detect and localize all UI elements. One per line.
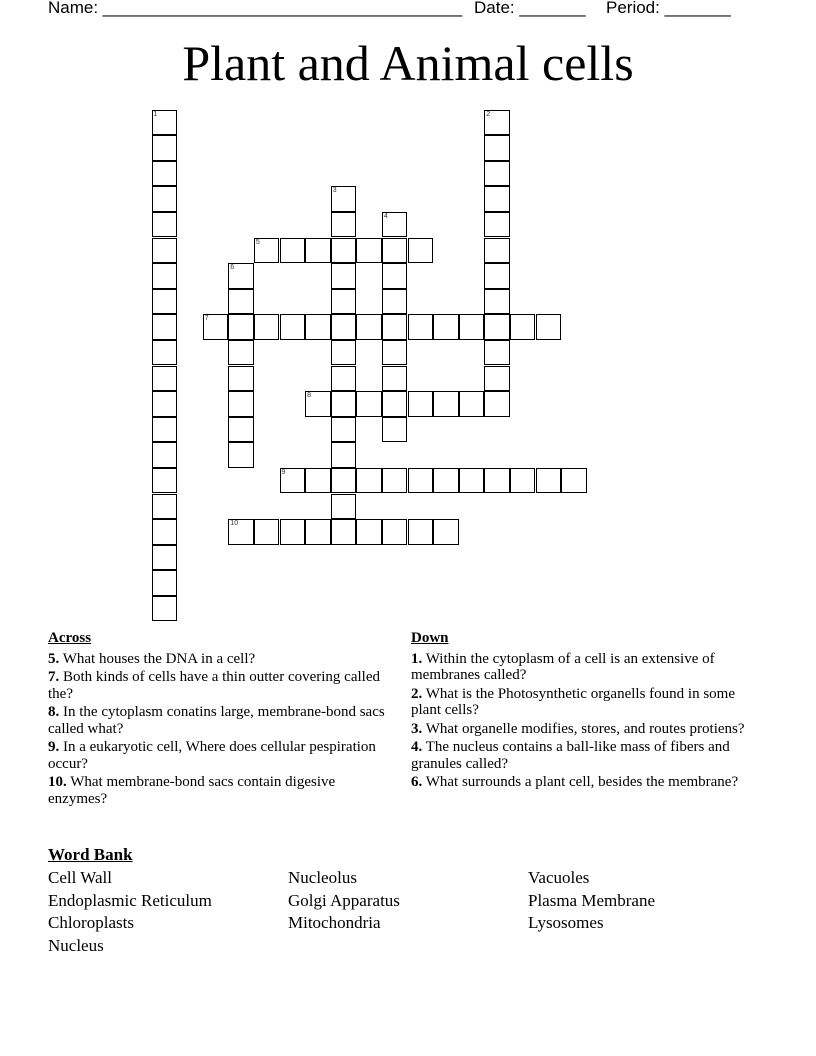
crossword-cell[interactable] — [152, 212, 178, 238]
crossword-cell[interactable] — [408, 314, 434, 340]
crossword-cell[interactable] — [228, 417, 254, 443]
across-clues — [48, 630, 388, 809]
cell-number: 9 — [281, 468, 286, 476]
crossword-cell[interactable] — [484, 161, 510, 187]
down-clue — [411, 651, 756, 684]
crossword-cell[interactable] — [459, 468, 485, 494]
word-bank-item: Chloroplasts — [48, 913, 134, 932]
cell-number: 5 — [255, 238, 260, 246]
clue-number: 9. — [48, 739, 60, 755]
crossword-cell[interactable] — [305, 238, 331, 264]
period-field[interactable]: Period: _______ — [606, 0, 731, 17]
across-heading: Across — [48, 630, 92, 646]
crossword-cell[interactable] — [228, 442, 254, 468]
down-clue — [411, 721, 756, 738]
crossword-cell[interactable] — [152, 570, 178, 596]
word-bank-item: Lysosomes — [528, 913, 604, 932]
cell-number: 1 — [153, 110, 158, 118]
crossword-cell[interactable] — [484, 238, 510, 264]
word-bank-item: Nucleolus — [288, 868, 357, 887]
crossword-cell[interactable] — [382, 212, 408, 238]
crossword-cell[interactable] — [152, 468, 178, 494]
across-clue — [48, 669, 388, 702]
crossword-cell[interactable] — [228, 289, 254, 315]
crossword-cell[interactable] — [459, 314, 485, 340]
crossword-cell[interactable] — [484, 468, 510, 494]
crossword-cell[interactable] — [331, 519, 357, 545]
clue-number: 10. — [48, 774, 67, 790]
crossword-cell[interactable] — [484, 135, 510, 161]
clue-number: 5. — [48, 650, 60, 667]
cell-number: 10 — [230, 520, 239, 528]
crossword-cell[interactable] — [152, 263, 178, 289]
crossword-cell[interactable] — [536, 468, 562, 494]
crossword-cell[interactable] — [331, 289, 357, 315]
down-heading: Down — [411, 630, 449, 646]
crossword-cell[interactable] — [331, 263, 357, 289]
crossword-cell[interactable] — [382, 289, 408, 315]
crossword-cell[interactable] — [152, 314, 178, 340]
crossword-cell[interactable] — [152, 596, 178, 622]
across-clue — [48, 704, 388, 737]
crossword-cell[interactable] — [331, 417, 357, 443]
crossword-cell[interactable] — [254, 238, 280, 264]
crossword-cell[interactable] — [152, 186, 178, 212]
crossword-cell[interactable] — [331, 494, 357, 520]
clue-text: Within the cytoplasm of a cell is an extensive of membranes called? — [411, 650, 715, 683]
crossword-cell[interactable] — [484, 391, 510, 417]
cell-number: 4 — [383, 212, 388, 220]
crossword-cell[interactable] — [433, 519, 459, 545]
crossword-cell[interactable] — [331, 442, 357, 468]
crossword-cell[interactable] — [382, 263, 408, 289]
crossword-cell[interactable] — [484, 186, 510, 212]
crossword-cell[interactable] — [305, 314, 331, 340]
crossword-cell[interactable] — [382, 340, 408, 366]
word-bank-item: Plasma Membrane — [528, 890, 655, 910]
crossword-cell[interactable] — [433, 468, 459, 494]
cell-number: 2 — [486, 110, 491, 118]
crossword-cell[interactable] — [484, 263, 510, 289]
clue-text: What houses the DNA in a cell? — [59, 650, 256, 667]
crossword-cell[interactable] — [152, 135, 178, 161]
across-clue — [48, 739, 388, 772]
clue-text: The nucleus contains a ball-like mass of fibers and granules called? — [411, 739, 730, 772]
crossword-cell[interactable] — [356, 468, 382, 494]
page-title: Plant and Animal cells — [182, 35, 634, 91]
crossword-cell[interactable] — [152, 417, 178, 443]
crossword-cell[interactable] — [152, 110, 178, 136]
crossword-cell[interactable] — [152, 238, 178, 264]
crossword-cell[interactable] — [382, 238, 408, 264]
word-bank-item: Mitochondria — [288, 913, 381, 932]
clue-text: What is the Photosynthetic organells found in some plant cells? — [411, 685, 735, 718]
word-bank-item: Endoplasmic Reticulum — [48, 890, 212, 910]
crossword-cell[interactable] — [228, 519, 254, 545]
crossword-cell[interactable] — [331, 186, 357, 212]
crossword-cell[interactable] — [356, 238, 382, 264]
crossword-cell[interactable] — [152, 340, 178, 366]
clue-number: 6. — [411, 774, 423, 790]
word-bank-item: Nucleus — [48, 935, 104, 955]
clue-number: 3. — [411, 720, 423, 737]
crossword-cell[interactable] — [280, 519, 306, 545]
word-bank-heading: Word Bank — [48, 845, 133, 864]
crossword-cell[interactable] — [152, 161, 178, 187]
crossword-cell[interactable] — [484, 212, 510, 238]
crossword-cell[interactable] — [152, 494, 178, 520]
crossword-cell[interactable] — [152, 545, 178, 571]
crossword-cell[interactable] — [356, 519, 382, 545]
down-clue — [411, 739, 756, 772]
crossword-cell[interactable] — [356, 391, 382, 417]
crossword-cell[interactable] — [433, 314, 459, 340]
cell-number: 3 — [332, 187, 337, 195]
down-clue — [411, 686, 756, 719]
crossword-cell[interactable] — [152, 519, 178, 545]
cell-number: 8 — [307, 392, 311, 400]
crossword-cell[interactable] — [228, 366, 254, 392]
down-clue — [411, 774, 756, 791]
cell-number: 7 — [204, 315, 209, 323]
cell-number: 6 — [230, 264, 235, 272]
crossword-cell[interactable] — [228, 391, 254, 417]
crossword-cell[interactable] — [331, 212, 357, 238]
clue-text: In a eukaryotic cell, Where does cellular pespiration occur? — [48, 739, 376, 772]
crossword-cell[interactable] — [331, 468, 357, 494]
crossword-cell[interactable] — [305, 519, 331, 545]
crossword-cell[interactable] — [331, 238, 357, 264]
word-bank-item: Golgi Apparatus — [288, 890, 400, 910]
crossword-cell[interactable] — [280, 468, 306, 494]
crossword-cell[interactable] — [331, 366, 357, 392]
crossword-cell[interactable] — [305, 391, 331, 417]
crossword-cell[interactable] — [228, 263, 254, 289]
crossword-cell[interactable] — [408, 519, 434, 545]
clue-text: What membrane-bond sacs contain digesive enzymes? — [48, 774, 336, 807]
crossword-cell[interactable] — [152, 391, 178, 417]
crossword-cell[interactable] — [228, 314, 254, 340]
crossword-cell[interactable] — [561, 468, 587, 494]
across-clue — [48, 651, 388, 668]
crossword-cell[interactable] — [152, 289, 178, 315]
crossword-cell[interactable] — [510, 314, 536, 340]
crossword-cell[interactable] — [484, 289, 510, 315]
crossword-cell[interactable] — [152, 366, 178, 392]
name-field[interactable]: Name: ______________________________________ — [48, 0, 463, 17]
crossword-cell[interactable] — [254, 519, 280, 545]
crossword-cell[interactable] — [382, 468, 408, 494]
crossword-cell[interactable] — [484, 366, 510, 392]
crossword-cell[interactable] — [356, 314, 382, 340]
crossword-cell[interactable] — [382, 417, 408, 443]
crossword-cell[interactable] — [305, 468, 331, 494]
crossword-cell[interactable] — [382, 366, 408, 392]
word-bank-item: Vacuoles — [528, 868, 590, 887]
crossword-cell[interactable] — [382, 314, 408, 340]
clue-text: What surrounds a plant cell, besides the membrane? — [422, 774, 739, 790]
crossword-cell[interactable] — [408, 468, 434, 494]
date-field[interactable]: Date: _______ — [474, 0, 586, 17]
across-clue — [48, 774, 388, 807]
clue-number: 7. — [48, 669, 60, 685]
clue-text: In the cytoplasm conatins large, membrane-bond sacs called what? — [48, 704, 385, 737]
crossword-cell[interactable] — [331, 314, 357, 340]
crossword-cell[interactable] — [408, 391, 434, 417]
clue-text: Both kinds of cells have a thin outter covering called the? — [48, 669, 380, 702]
crossword-cell[interactable] — [382, 519, 408, 545]
crossword-cell[interactable] — [331, 340, 357, 366]
crossword-cell[interactable] — [510, 468, 536, 494]
crossword-cell[interactable] — [408, 238, 434, 264]
clue-number: 1. — [411, 650, 423, 667]
crossword-cell[interactable] — [484, 314, 510, 340]
down-clues — [411, 630, 756, 793]
word-bank — [48, 845, 768, 957]
crossword-cell[interactable] — [382, 391, 408, 417]
clue-number: 2. — [411, 685, 423, 702]
crossword-cell[interactable] — [459, 391, 485, 417]
crossword-cell[interactable] — [331, 391, 357, 417]
clue-number: 8. — [48, 704, 60, 720]
word-bank-item: Cell Wall — [48, 868, 112, 887]
crossword-cell[interactable] — [433, 391, 459, 417]
crossword-cell[interactable] — [254, 314, 280, 340]
crossword-cell[interactable] — [280, 238, 306, 264]
crossword-cell[interactable] — [280, 314, 306, 340]
clue-number: 4. — [411, 739, 423, 755]
crossword-cell[interactable] — [536, 314, 562, 340]
crossword-cell[interactable] — [203, 314, 229, 340]
crossword-cell[interactable] — [228, 340, 254, 366]
clue-text: What organelle modifies, stores, and routes protiens? — [422, 720, 745, 737]
crossword-cell[interactable] — [152, 442, 178, 468]
crossword-cell[interactable] — [484, 340, 510, 366]
crossword-cell[interactable] — [484, 110, 510, 136]
